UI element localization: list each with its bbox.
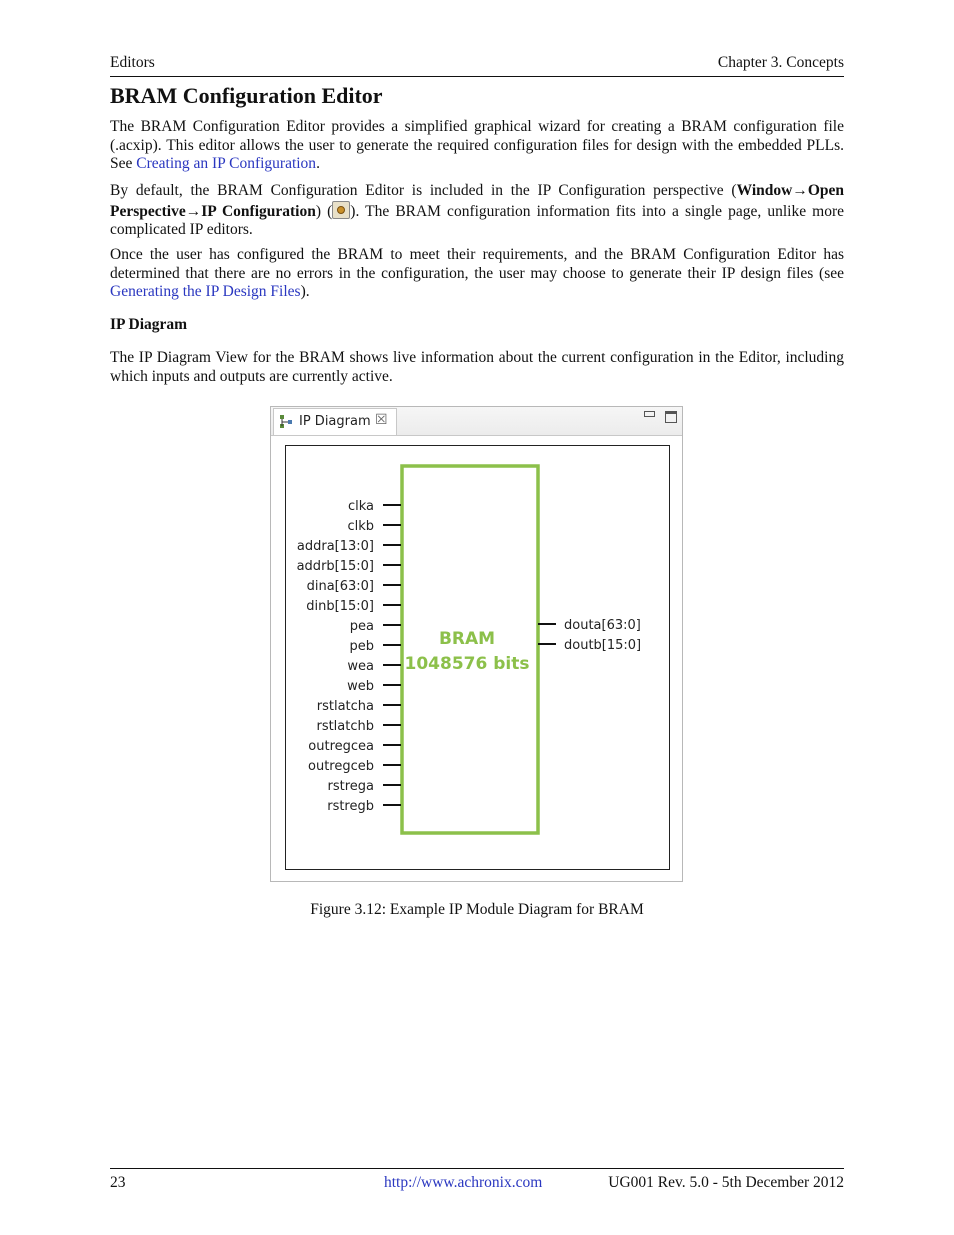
output-pin-label: douta[63:0] <box>564 618 641 633</box>
document-revision: UG001 Rev. 5.0 - 5th December 2012 <box>608 1174 844 1191</box>
header-chapter: Chapter 3. Concepts <box>717 54 844 71</box>
running-header <box>110 54 844 77</box>
block-name: BRAM <box>438 629 496 649</box>
bram-block <box>402 466 538 833</box>
perspective-icon <box>332 201 350 219</box>
input-pin-label: outregcea <box>308 739 374 754</box>
tab-label: IP Diagram <box>299 414 371 429</box>
input-pin-label: peb <box>349 639 374 654</box>
input-pin-label: wea <box>347 659 374 674</box>
input-pins <box>297 499 401 814</box>
maximize-icon[interactable] <box>665 411 677 423</box>
diagram-canvas <box>285 445 670 870</box>
input-pin-label: dinb[15:0] <box>306 599 374 614</box>
diagram-icon <box>279 414 294 429</box>
close-icon[interactable]: ☒ <box>375 412 388 428</box>
paragraph-intro: The BRAM Configuration Editor provides a simplified graphical wizard for creating a BRAM configuration file (.acxip). This editor allows the user to generate the required configuration files for design with the embedded PLLs. See Creating an IP Configuration. <box>110 118 844 173</box>
running-footer <box>110 1168 844 1191</box>
bram-diagram <box>286 446 669 869</box>
section-title: BRAM Configuration Editor <box>110 83 383 108</box>
input-pin-label: pea <box>349 619 374 634</box>
input-pin-label: rstrega <box>327 779 374 794</box>
input-pin-label: addra[13:0] <box>296 539 374 554</box>
minimize-icon[interactable] <box>644 411 655 417</box>
input-pin-label: outregceb <box>308 759 374 774</box>
block-size: 1048576 bits <box>404 654 530 674</box>
input-pin-label: rstregb <box>327 799 374 814</box>
input-pin-label: web <box>347 679 374 694</box>
input-pin-label: dina[63:0] <box>306 579 374 594</box>
input-pin-label: clka <box>347 499 374 514</box>
ip-diagram-window <box>270 406 683 882</box>
input-pin-label: addrb[15:0] <box>296 559 374 574</box>
footer-url[interactable]: http://www.achronix.com <box>384 1174 543 1191</box>
input-pin-label: rstlatcha <box>316 699 374 714</box>
view-titlebar <box>271 407 682 436</box>
paragraph-perspective: By default, the BRAM Configuration Editor is included in the IP Configuration perspective (Window→Open Perspective→IP Configuration) ( ). The BRAM configuration information fits into a single page, unlike more complicated IP editors. <box>110 182 845 239</box>
header-section: Editors <box>110 54 155 71</box>
input-pin-label: rstlatchb <box>316 719 374 734</box>
output-pin-label: doutb[15:0] <box>564 638 642 653</box>
paragraph-ip-diagram: The IP Diagram View for the BRAM shows live information about the current configuration in the Editor, including which inputs and outputs are currently active. <box>110 349 844 385</box>
output-pins <box>538 618 641 653</box>
input-pin-label: clkb <box>347 519 374 534</box>
subsection-title: IP Diagram <box>110 316 188 333</box>
page-number: 23 <box>110 1174 126 1191</box>
menu-ip-configuration: IP Configuration <box>201 202 316 220</box>
menu-window: Window <box>736 182 793 199</box>
menu-open-perspective: Open Perspective <box>110 182 844 220</box>
paragraph-generate: Once the user has configured the BRAM to meet their requirements, and the BRAM Configuration Editor has determined that there are no errors in the configuration, the user may choose to generate their IP design files (see Generating the IP Design Files). <box>110 246 844 301</box>
link-creating-ip-configuration[interactable]: Creating an IP Configuration <box>136 155 317 173</box>
tab-ip-diagram[interactable] <box>273 408 397 435</box>
link-generating-ip-design-files[interactable]: Generating the IP Design Files <box>110 283 301 301</box>
figure-caption: Figure 3.12: Example IP Module Diagram for BRAM <box>310 901 644 918</box>
